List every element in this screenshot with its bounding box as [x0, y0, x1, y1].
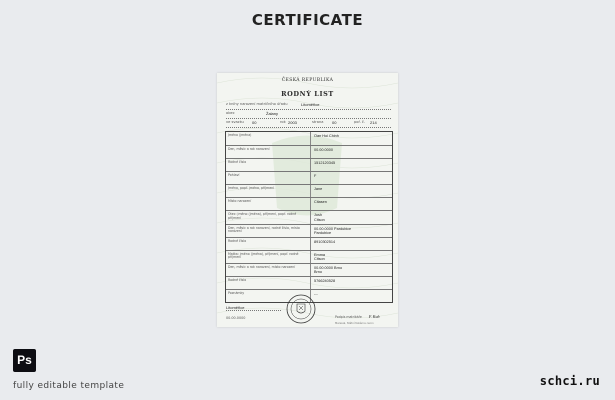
printer-note: Mareval, Státní tiskárna cenin — [335, 322, 374, 325]
row-value: 5766240528 — [314, 278, 336, 283]
table-row — [226, 197, 392, 211]
row-value: F — [314, 174, 317, 179]
table-row — [226, 171, 392, 185]
country-heading: ČESKÁ REPUBLIKA — [281, 78, 334, 83]
volume-label: ve svazku — [226, 120, 244, 124]
row-label: Pohlaví — [228, 173, 240, 178]
row-value: 00.00.0000 — [314, 148, 334, 153]
birth-certificate-document — [217, 73, 398, 327]
row-label: Rodné číslo — [228, 160, 247, 165]
row-value: Emma Citson — [314, 252, 325, 261]
table-row — [226, 184, 392, 198]
table-row — [226, 276, 392, 290]
row-label: Poznámky — [228, 290, 245, 295]
row-value: Oan Hoi Chinh — [314, 134, 339, 138]
signature-label: Podpis matrikáře — [335, 315, 362, 319]
table-row — [226, 224, 392, 238]
year-label: rok — [280, 120, 286, 124]
signature-line — [335, 314, 379, 319]
record-table — [225, 131, 393, 303]
header-line-registry — [226, 102, 391, 110]
row-value: 00.00.0000 Pardubice Pardubice — [314, 226, 352, 235]
editable-template-note: fully editable template — [13, 381, 125, 391]
row-value: Josh Citson — [314, 213, 325, 222]
order-label: poř. č. — [354, 120, 366, 124]
header-line-volume — [226, 120, 391, 128]
official-stamp — [286, 294, 316, 324]
table-row — [226, 237, 392, 251]
table-row — [226, 263, 392, 277]
row-value: --- — [314, 291, 318, 296]
page-title: CERTIFICATE — [251, 11, 364, 29]
table-row — [226, 132, 392, 145]
registry-value: Litoměřice — [301, 102, 320, 107]
page-value: 00 — [332, 120, 337, 125]
volume-value: 00 — [252, 120, 257, 125]
row-label: Jméno (jména) — [228, 133, 252, 137]
row-label: Matka: jméno (jména), příjmení, popř. rodné příjmení — [228, 251, 299, 260]
row-label: Jméno, popř. jména, příjmení — [228, 186, 275, 191]
row-label: Rodné číslo — [228, 277, 247, 282]
order-value: 214 — [370, 120, 377, 125]
page-label: strana — [312, 120, 324, 124]
document-title: RODNÝ LIST — [281, 90, 334, 98]
row-value: 00.00.0000 Brno Brno — [314, 265, 343, 275]
place-of-issue: Litoměřice — [226, 305, 281, 311]
row-label: Den, měsíc a rok narození, rodné číslo, místo narození — [228, 225, 300, 234]
row-label: Místo narození — [228, 199, 252, 204]
registry-label: z knihy narození matričního úřadu — [226, 102, 288, 106]
brand-logo-text: schci.ru — [539, 374, 600, 388]
photoshop-icon: Ps — [13, 349, 36, 372]
date-of-issue: 00.00.0000 — [226, 316, 246, 320]
row-label: Otec: jméno (jména), příjmení, popř. rodné příjmení — [228, 212, 297, 221]
municipality-value: Žalany — [266, 111, 279, 116]
table-row — [226, 250, 392, 264]
table-row — [226, 145, 392, 159]
row-value: 8910302514 — [314, 239, 336, 244]
row-label: Den, měsíc a rok narození — [228, 147, 270, 152]
table-row — [226, 158, 392, 172]
row-value: 1512120345 — [314, 161, 336, 166]
row-value: Citasen — [314, 200, 327, 205]
row-label: Den, měsíc a rok narození, místo narození — [228, 264, 296, 269]
signature-value: F. Kub — [368, 314, 380, 319]
year-value: 2003 — [288, 120, 297, 125]
header-line-municipality — [226, 111, 391, 119]
table-row — [226, 210, 392, 224]
row-label: Rodné číslo — [228, 238, 247, 243]
row-value: Jane — [314, 187, 323, 192]
municipality-label: obec — [226, 111, 235, 115]
